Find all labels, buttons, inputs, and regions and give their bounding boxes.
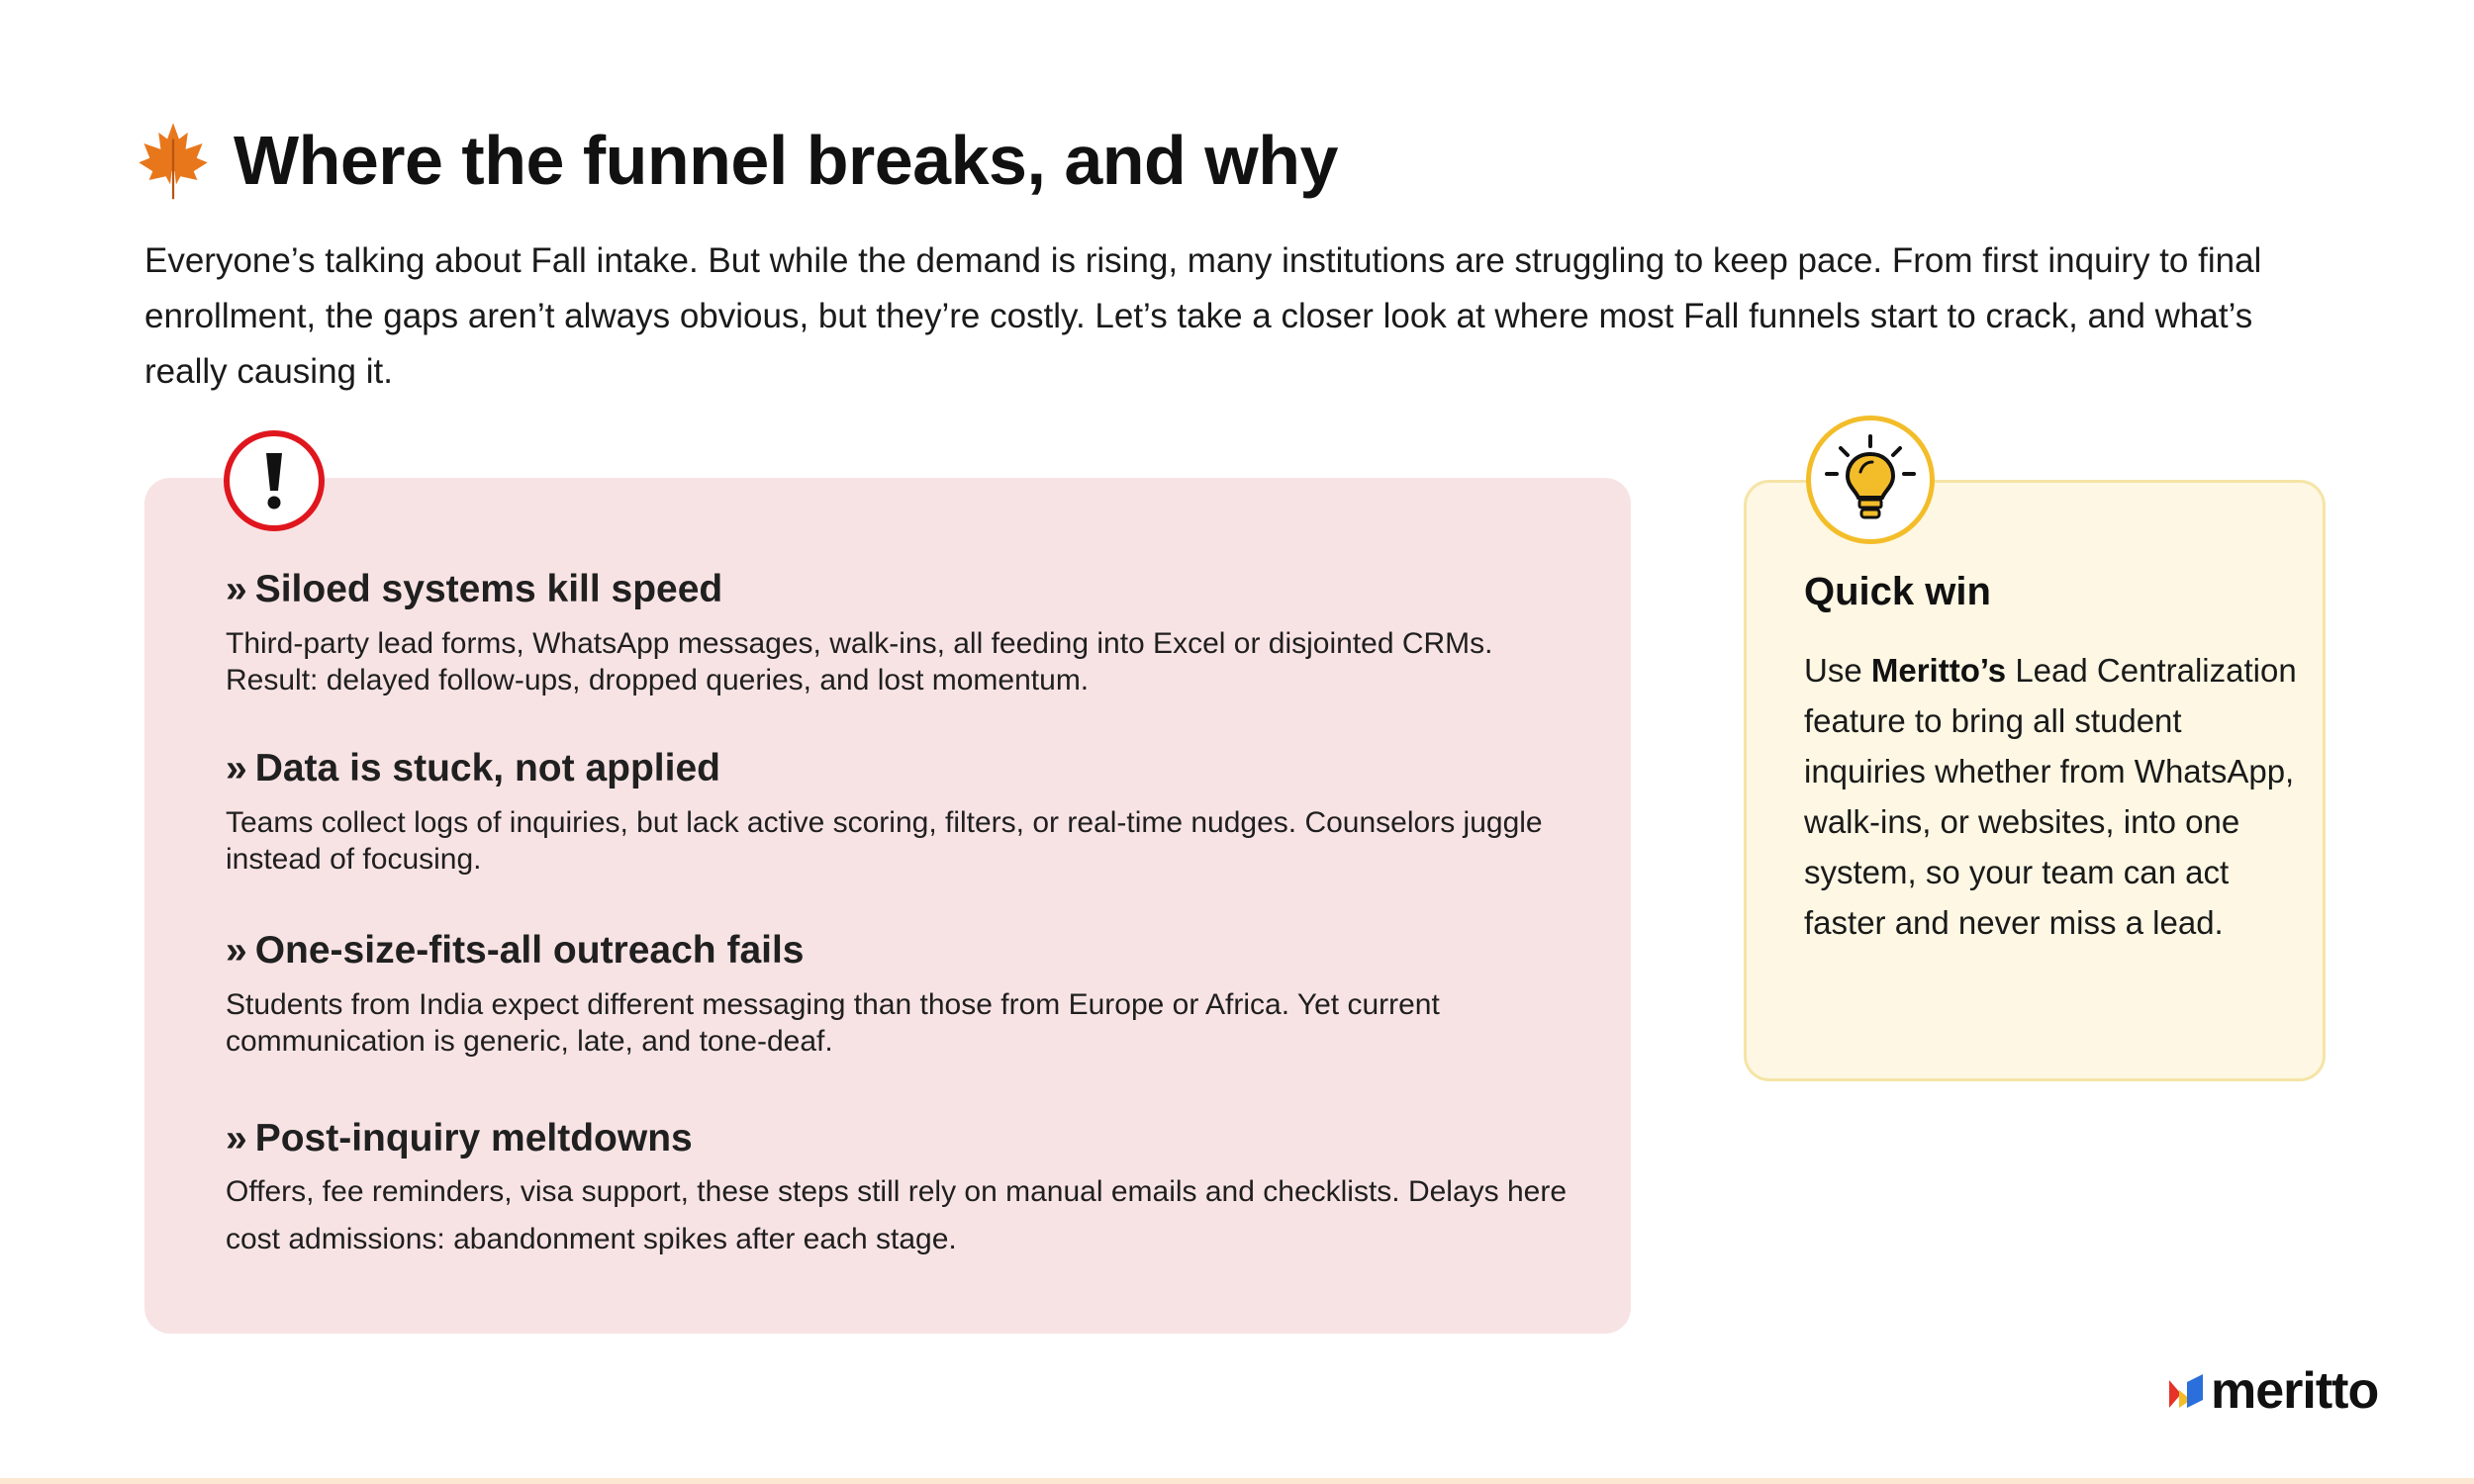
chevron-double-right-icon: » <box>226 747 247 789</box>
chevron-double-right-icon: » <box>226 929 247 972</box>
meritto-logo <box>2167 1363 2378 1419</box>
issue-heading: » Post-inquiry meltdowns <box>226 1117 693 1159</box>
issue-heading: » Siloed systems kill speed <box>226 568 723 610</box>
chevron-double-right-icon: » <box>226 1117 247 1159</box>
brand-name: Meritto’s <box>1870 652 2007 689</box>
maple-leaf-icon <box>137 120 210 201</box>
quick-win-title: Quick win <box>1804 570 1991 613</box>
issue-body: Teams collect logs of inquiries, but lack active scoring, filters, or real-time nudges. Counselors juggle instead of focusing. <box>226 806 1543 876</box>
issue-item <box>226 747 1591 878</box>
page-title: Where the funnel breaks, and why <box>234 122 1338 199</box>
lightbulb-icon <box>1806 416 1935 544</box>
quick-win-body: Use Meritto’s Lead Centralization feature to bring all student inquiries whether from WhatsApp, walk-ins, or websites, into one system, so your team can act faster and never miss a lead. <box>1804 652 2297 941</box>
issue-body: Offers, fee reminders, visa support, these steps still rely on manual emails and checklists. Delays here cost admissions: abandonment spikes after each stage. <box>226 1175 1568 1255</box>
exclamation-icon <box>224 430 325 531</box>
title-row <box>137 111 1338 210</box>
issue-heading: » One-size-fits-all outreach fails <box>226 929 805 972</box>
issue-body: Students from India expect different messaging than those from Europe or Africa. Yet current communication is generic, late, and tone-deaf. <box>226 988 1440 1058</box>
intro-paragraph: Everyone’s talking about Fall intake. But while the demand is rising, many institutions are struggling to keep pace. From first inquiry to final enrollment, the gaps aren’t always obvious, but they’re costly. Let’s take a closer look at where most Fall funnels start to crack, and what’s really causing it. <box>144 241 2262 391</box>
issue-heading: » Data is stuck, not applied <box>226 747 720 789</box>
issue-item <box>226 929 1591 1060</box>
issue-item <box>226 568 1591 698</box>
bottom-strip <box>0 1478 2474 1484</box>
logo-mark-icon <box>2167 1374 2207 1408</box>
chevron-double-right-icon: » <box>226 568 247 610</box>
issue-body: Third-party lead forms, WhatsApp messages, walk-ins, all feeding into Excel or disjointed CRMs. Result: delayed follow-ups, dropped queries, and lost momentum. <box>226 627 1493 696</box>
logo-wordmark: meritto <box>2211 1362 2379 1420</box>
issue-item <box>226 1117 1591 1263</box>
